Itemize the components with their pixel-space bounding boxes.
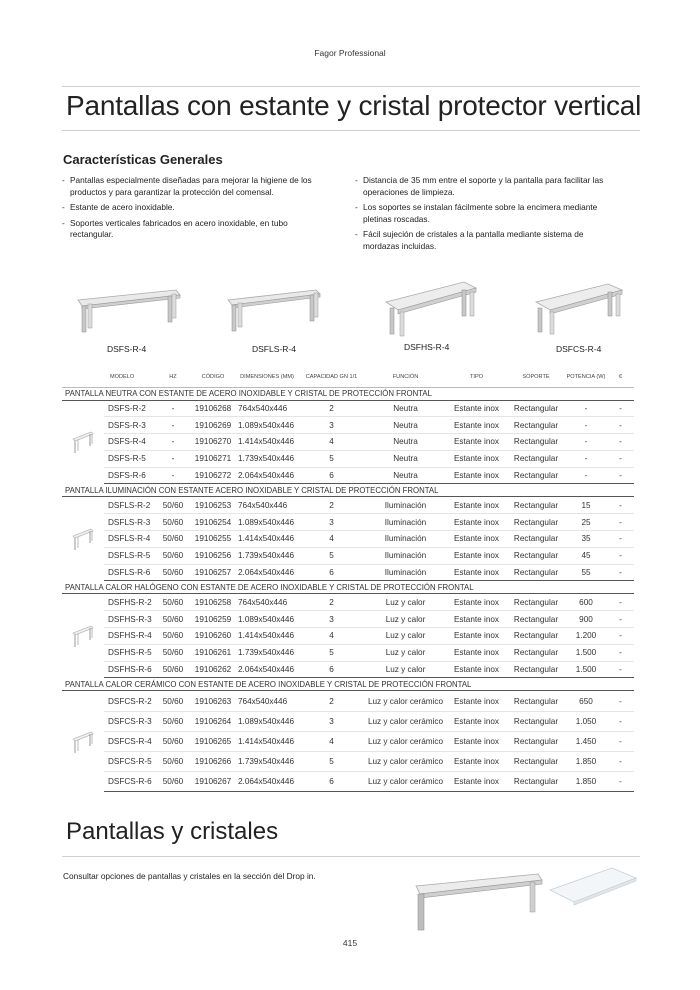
group-header-row (62, 387, 634, 400)
cell-support: Rectangular (507, 514, 565, 531)
feature-item: - Soportes verticales fabricados en acero inoxidable, en tubo rectangular. (62, 218, 322, 241)
cell-function: Luz y calor cerámico (365, 752, 446, 772)
cell-code: 19106257 (190, 564, 236, 581)
cell-model: DSFS-R-2 (104, 400, 156, 417)
cell-support: Rectangular (507, 434, 565, 451)
header-hz: HZ (156, 367, 190, 387)
cell-capacity: 3 (298, 711, 365, 731)
table-row (62, 497, 634, 514)
section-note: Consultar opciones de pantallas y cristales en la sección del Drop in. (63, 871, 316, 881)
cell-code: 19106266 (190, 752, 236, 772)
header-code: CÓDIGO (190, 367, 236, 387)
cell-price: - (607, 547, 634, 564)
cell-power: - (565, 434, 607, 451)
cell-model: DSFS-R-6 (104, 467, 156, 484)
cell-hz: 50/60 (156, 594, 190, 611)
cell-capacity: 5 (298, 644, 365, 661)
cell-price: - (607, 691, 634, 711)
cell-capacity: 4 (298, 628, 365, 645)
cell-support: Rectangular (507, 691, 565, 711)
cell-power: 35 (565, 531, 607, 548)
cell-hz: 50/60 (156, 731, 190, 751)
cell-support: Rectangular (507, 497, 565, 514)
cell-code: 19106260 (190, 628, 236, 645)
cell-function: Neutra (365, 467, 446, 484)
cell-type: Estante inox (446, 611, 507, 628)
cell-power: - (565, 417, 607, 434)
cell-code: 19106268 (190, 400, 236, 417)
cell-hz: 50/60 (156, 644, 190, 661)
cell-model: DSFLS-R-4 (104, 531, 156, 548)
cell-code: 19106253 (190, 497, 236, 514)
cell-code: 19106262 (190, 661, 236, 678)
cell-hz: 50/60 (156, 564, 190, 581)
table-row (62, 434, 634, 451)
page-title: Pantallas con estante y cristal protector vertical (66, 90, 642, 121)
cell-code: 19106265 (190, 731, 236, 751)
table-body (62, 387, 634, 792)
cell-price: - (607, 731, 634, 751)
cell-function: Iluminación (365, 531, 446, 548)
cell-type: Estante inox (446, 497, 507, 514)
cell-price: - (607, 434, 634, 451)
cell-capacity: 4 (298, 531, 365, 548)
cell-function: Luz y calor (365, 594, 446, 611)
cell-power: 1.850 (565, 752, 607, 772)
cell-price: - (607, 400, 634, 417)
cell-support: Rectangular (507, 450, 565, 467)
table-row (62, 547, 634, 564)
cell-power: 1.500 (565, 644, 607, 661)
group-title: PANTALLA NEUTRA CON ESTANTE DE ACERO INOXIDABLE Y CRISTAL DE PROTECCIÓN FRONTAL (62, 387, 634, 400)
cell-model: DSFHS-R-3 (104, 611, 156, 628)
table-row (62, 531, 634, 548)
cell-hz: - (156, 467, 190, 484)
group-header-row (62, 484, 634, 497)
group-thumbnail (62, 691, 104, 792)
cell-support: Rectangular (507, 400, 565, 417)
cell-type: Estante inox (446, 400, 507, 417)
cell-hz: 50/60 (156, 661, 190, 678)
cell-support: Rectangular (507, 711, 565, 731)
cell-capacity: 3 (298, 514, 365, 531)
cell-dimensions: 764x540x446 (236, 497, 298, 514)
cell-function: Iluminación (365, 497, 446, 514)
table-row (62, 564, 634, 581)
cell-dimensions: 1.414x540x446 (236, 434, 298, 451)
cell-power: 15 (565, 497, 607, 514)
cell-capacity: 4 (298, 731, 365, 751)
cell-power: 25 (565, 514, 607, 531)
cell-capacity: 5 (298, 752, 365, 772)
header-dimensions: DIMENSIONES (MM) (236, 367, 298, 387)
cell-code: 19106254 (190, 514, 236, 531)
group-title: PANTALLA ILUMINACIÓN CON ESTANTE ACERO INOXIDABLE Y CRISTAL DE PROTECCIÓN FRONTAL (62, 484, 634, 497)
cell-hz: - (156, 450, 190, 467)
cell-hz: 50/60 (156, 547, 190, 564)
cell-power: 1.450 (565, 731, 607, 751)
table-row (62, 661, 634, 678)
screen-image (412, 864, 547, 937)
brand-header: Fagor Professional (314, 48, 386, 58)
cell-dimensions: 764x540x446 (236, 691, 298, 711)
spec-table (62, 367, 634, 792)
cell-support: Rectangular (507, 611, 565, 628)
cell-price: - (607, 772, 634, 792)
title-rule-top (62, 86, 640, 87)
feature-item: - Pantallas especialmente diseñadas para mejorar la higiene de los productos y para garantizar la protección del comensal. (62, 175, 322, 198)
table-row (62, 628, 634, 645)
cell-code: 19106258 (190, 594, 236, 611)
cell-code: 19106267 (190, 772, 236, 792)
cell-price: - (607, 514, 634, 531)
cell-price: - (607, 752, 634, 772)
page-number: 415 (342, 938, 358, 948)
section-rule (62, 856, 640, 857)
cell-function: Luz y calor (365, 661, 446, 678)
glass-panel-image (546, 866, 638, 911)
table-header-row (62, 367, 634, 387)
cell-dimensions: 2.064x540x446 (236, 564, 298, 581)
table-row (62, 417, 634, 434)
cell-function: Luz y calor cerámico (365, 772, 446, 792)
cell-price: - (607, 611, 634, 628)
group-title: PANTALLA CALOR CERÁMICO CON ESTANTE DE ACERO INOXIDABLE Y CRISTAL DE PROTECCIÓN FRONTAL (62, 678, 634, 691)
cell-model: DSFS-R-5 (104, 450, 156, 467)
header-function: FUNCIÓN (365, 367, 446, 387)
cell-dimensions: 1.089x540x446 (236, 417, 298, 434)
cell-power: 600 (565, 594, 607, 611)
cell-function: Neutra (365, 450, 446, 467)
cell-model: DSFHS-R-5 (104, 644, 156, 661)
table-row (62, 691, 634, 711)
product-label: DSFLS-R-4 (252, 344, 296, 354)
cell-capacity: 2 (298, 497, 365, 514)
cell-support: Rectangular (507, 531, 565, 548)
cell-code: 19106255 (190, 531, 236, 548)
header-support: SOPORTE (507, 367, 565, 387)
cell-support: Rectangular (507, 661, 565, 678)
cell-price: - (607, 417, 634, 434)
group-title: PANTALLA CALOR HALÓGENO CON ESTANTE DE ACERO INOXIDABLE Y CRISTAL DE PROTECCIÓN FRONTAL (62, 581, 634, 594)
cell-model: DSFHS-R-6 (104, 661, 156, 678)
cell-model: DSFLS-R-3 (104, 514, 156, 531)
cell-code: 19106272 (190, 467, 236, 484)
feature-item: - Estante de acero inoxidable. (62, 202, 322, 214)
cell-hz: - (156, 417, 190, 434)
title-rule-bottom (62, 130, 640, 131)
cell-capacity: 3 (298, 417, 365, 434)
cell-function: Neutra (365, 400, 446, 417)
cell-type: Estante inox (446, 752, 507, 772)
cell-power: 1.850 (565, 772, 607, 792)
feature-item: - Los soportes se instalan fácilmente sobre la encimera mediante pletinas roscadas. (355, 202, 610, 225)
cell-price: - (607, 467, 634, 484)
cell-function: Iluminación (365, 514, 446, 531)
cell-code: 19106263 (190, 691, 236, 711)
cell-hz: 50/60 (156, 514, 190, 531)
cell-support: Rectangular (507, 644, 565, 661)
header-model: MODELO (62, 367, 156, 387)
cell-power: - (565, 467, 607, 484)
cell-function: Luz y calor cerámico (365, 691, 446, 711)
cell-type: Estante inox (446, 594, 507, 611)
cell-function: Iluminación (365, 547, 446, 564)
features-heading: Características Generales (63, 152, 223, 167)
product-image-dsfls (224, 280, 324, 341)
product-label: DSFCS-R-4 (556, 344, 602, 354)
cell-dimensions: 1.739x540x446 (236, 450, 298, 467)
cell-type: Estante inox (446, 772, 507, 792)
cell-price: - (607, 450, 634, 467)
cell-function: Luz y calor (365, 611, 446, 628)
cell-code: 19106256 (190, 547, 236, 564)
cell-model: DSFCS-R-3 (104, 711, 156, 731)
cell-price: - (607, 661, 634, 678)
product-image-dsfhs (372, 272, 484, 343)
table-row (62, 772, 634, 792)
cell-type: Estante inox (446, 450, 507, 467)
cell-hz: - (156, 400, 190, 417)
cell-type: Estante inox (446, 731, 507, 751)
cell-type: Estante inox (446, 711, 507, 731)
cell-hz: 50/60 (156, 691, 190, 711)
group-thumbnail (62, 594, 104, 678)
cell-dimensions: 2.064x540x446 (236, 467, 298, 484)
features-list-right (355, 175, 610, 257)
cell-model: DSFHS-R-4 (104, 628, 156, 645)
cell-dimensions: 1.089x540x446 (236, 711, 298, 731)
cell-power: 1.200 (565, 628, 607, 645)
cell-type: Estante inox (446, 628, 507, 645)
cell-power: 45 (565, 547, 607, 564)
cell-hz: 50/60 (156, 628, 190, 645)
cell-dimensions: 1.739x540x446 (236, 644, 298, 661)
cell-type: Estante inox (446, 644, 507, 661)
feature-item: - Fácil sujeción de cristales a la pantalla mediante sistema de mordazas incluidas. (355, 229, 610, 252)
cell-model: DSFS-R-4 (104, 434, 156, 451)
cell-function: Iluminación (365, 564, 446, 581)
cell-power: - (565, 400, 607, 417)
cell-model: DSFCS-R-2 (104, 691, 156, 711)
cell-support: Rectangular (507, 547, 565, 564)
cell-model: DSFCS-R-4 (104, 731, 156, 751)
header-type: TIPO (446, 367, 507, 387)
cell-capacity: 2 (298, 400, 365, 417)
product-image-dsfs (72, 278, 184, 341)
table-row (62, 514, 634, 531)
cell-hz: 50/60 (156, 711, 190, 731)
group-header-row (62, 678, 634, 691)
product-image-dsfcs (528, 278, 628, 343)
cell-model: DSFLS-R-2 (104, 497, 156, 514)
cell-dimensions: 764x540x446 (236, 594, 298, 611)
table-row (62, 611, 634, 628)
cell-hz: 50/60 (156, 752, 190, 772)
cell-type: Estante inox (446, 661, 507, 678)
cell-code: 19106259 (190, 611, 236, 628)
cell-power: 1.500 (565, 661, 607, 678)
cell-model: DSFS-R-3 (104, 417, 156, 434)
cell-price: - (607, 531, 634, 548)
cell-price: - (607, 564, 634, 581)
cell-power: 1.050 (565, 711, 607, 731)
feature-item: - Distancia de 35 mm entre el soporte y la pantalla para facilitar las operaciones de limpieza. (355, 175, 610, 198)
cell-code: 19106261 (190, 644, 236, 661)
cell-price: - (607, 628, 634, 645)
cell-model: DSFLS-R-6 (104, 564, 156, 581)
cell-capacity: 5 (298, 450, 365, 467)
cell-capacity: 3 (298, 611, 365, 628)
cell-dimensions: 1.089x540x446 (236, 514, 298, 531)
cell-model: DSFLS-R-5 (104, 547, 156, 564)
cell-power: - (565, 450, 607, 467)
cell-dimensions: 764x540x446 (236, 400, 298, 417)
cell-price: - (607, 594, 634, 611)
cell-type: Estante inox (446, 564, 507, 581)
cell-model: DSFHS-R-2 (104, 594, 156, 611)
cell-type: Estante inox (446, 514, 507, 531)
cell-type: Estante inox (446, 417, 507, 434)
cell-support: Rectangular (507, 564, 565, 581)
cell-capacity: 6 (298, 661, 365, 678)
cell-capacity: 4 (298, 434, 365, 451)
table-row (62, 711, 634, 731)
cell-function: Luz y calor (365, 644, 446, 661)
cell-capacity: 6 (298, 467, 365, 484)
cell-type: Estante inox (446, 691, 507, 711)
cell-support: Rectangular (507, 628, 565, 645)
cell-support: Rectangular (507, 467, 565, 484)
cell-dimensions: 1.414x540x446 (236, 531, 298, 548)
product-label: DSFS-R-4 (107, 344, 147, 354)
features-list-left (62, 175, 322, 245)
cell-support: Rectangular (507, 772, 565, 792)
cell-model: DSFCS-R-6 (104, 772, 156, 792)
cell-dimensions: 1.089x540x446 (236, 611, 298, 628)
table-row (62, 467, 634, 484)
cell-capacity: 5 (298, 547, 365, 564)
cell-power: 650 (565, 691, 607, 711)
cell-dimensions: 1.739x540x446 (236, 752, 298, 772)
group-header-row (62, 581, 634, 594)
cell-dimensions: 1.414x540x446 (236, 628, 298, 645)
cell-code: 19106270 (190, 434, 236, 451)
table-row (62, 594, 634, 611)
header-capacity: CAPACIDAD GN 1/1 (298, 367, 365, 387)
cell-capacity: 6 (298, 564, 365, 581)
table-row (62, 731, 634, 751)
table-row (62, 644, 634, 661)
cell-support: Rectangular (507, 731, 565, 751)
cell-support: Rectangular (507, 417, 565, 434)
cell-dimensions: 1.414x540x446 (236, 731, 298, 751)
section-title-pantallas-cristales: Pantallas y cristales (66, 818, 279, 845)
cell-code: 19106264 (190, 711, 236, 731)
cell-price: - (607, 644, 634, 661)
cell-dimensions: 2.064x540x446 (236, 661, 298, 678)
cell-type: Estante inox (446, 547, 507, 564)
cell-type: Estante inox (446, 434, 507, 451)
cell-capacity: 2 (298, 691, 365, 711)
header-price: € (607, 367, 634, 387)
cell-power: 900 (565, 611, 607, 628)
cell-type: Estante inox (446, 531, 507, 548)
table-row (62, 450, 634, 467)
cell-price: - (607, 711, 634, 731)
cell-support: Rectangular (507, 594, 565, 611)
cell-function: Luz y calor cerámico (365, 731, 446, 751)
cell-dimensions: 2.064x540x446 (236, 772, 298, 792)
cell-support: Rectangular (507, 752, 565, 772)
table-row (62, 400, 634, 417)
cell-code: 19106271 (190, 450, 236, 467)
cell-hz: 50/60 (156, 531, 190, 548)
cell-code: 19106269 (190, 417, 236, 434)
cell-dimensions: 1.739x540x446 (236, 547, 298, 564)
cell-power: 55 (565, 564, 607, 581)
cell-hz: 50/60 (156, 497, 190, 514)
cell-function: Neutra (365, 417, 446, 434)
cell-function: Neutra (365, 434, 446, 451)
cell-hz: 50/60 (156, 611, 190, 628)
cell-capacity: 2 (298, 594, 365, 611)
group-thumbnail (62, 400, 104, 484)
product-label: DSFHS-R-4 (404, 342, 450, 352)
cell-hz: - (156, 434, 190, 451)
cell-hz: 50/60 (156, 772, 190, 792)
cell-type: Estante inox (446, 467, 507, 484)
cell-model: DSFCS-R-5 (104, 752, 156, 772)
table-row (62, 752, 634, 772)
cell-function: Luz y calor (365, 628, 446, 645)
header-power: POTENCIA (W) (565, 367, 607, 387)
cell-price: - (607, 497, 634, 514)
cell-function: Luz y calor cerámico (365, 711, 446, 731)
group-thumbnail (62, 497, 104, 581)
cell-capacity: 6 (298, 772, 365, 792)
